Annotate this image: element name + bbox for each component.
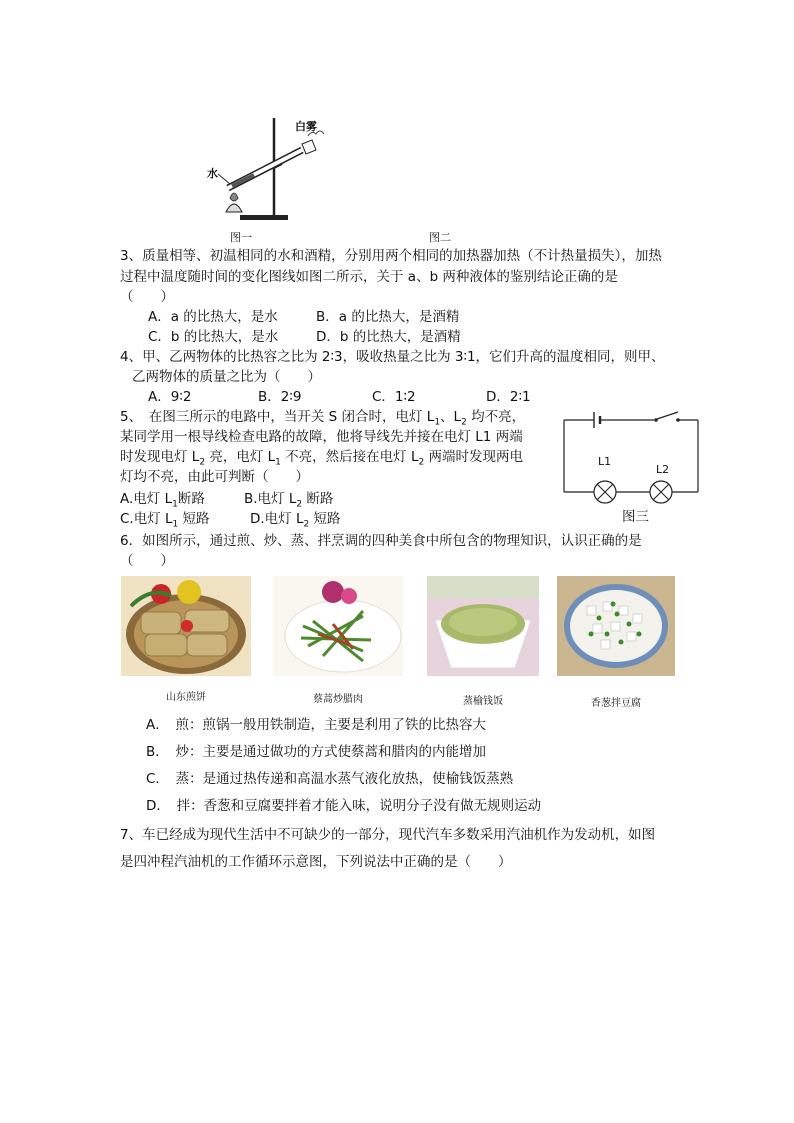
q5-line-3-text-b: 亮，电灯 L (205, 449, 276, 465)
q3-line-2: 过程中温度随时间的变化图线如图二所示，关于 a、b 两种液体的鉴别结论正确的是 (120, 269, 618, 285)
label-water: 水 (207, 167, 218, 180)
q3-option-a: A．a 的比热大，是水 (148, 309, 278, 325)
circuit-label-l1: L1 (598, 455, 612, 468)
caption-tofu: 香葱拌豆腐 (591, 698, 641, 709)
caption-steamed-rice: 蒸榆钱饭 (463, 696, 503, 707)
q5-line-3-text-c: 不亮，然后接在电灯 L (280, 449, 419, 465)
q6-option-a: A． 煎：煎锅一般用铁制造，主要是利用了铁的比热容大 (146, 717, 486, 733)
q3-option-c: C．b 的比热大，是水 (148, 329, 279, 345)
q5-line-3 (120, 446, 523, 468)
q4-option-d: D．2∶1 (486, 389, 531, 405)
steamed-rice-drawing (427, 576, 539, 676)
q4-line-2: 乙两物体的质量之比为（ ） (132, 369, 321, 385)
q5-option-c (120, 508, 210, 530)
figure-two-label: 图二 (429, 231, 451, 244)
q4-option-b: B．2∶9 (258, 389, 302, 405)
q4-line-1: 4、甲、乙两物体的比热容之比为 2∶3，吸收热量之比为 3∶1，它们升高的温度相同，则甲、 (120, 349, 665, 365)
q6-option-d: D． 拌：香葱和豆腐要拌着才能入味，说明分子没有做无规则运动 (146, 798, 542, 814)
q3-line-3: （ ） (120, 289, 174, 305)
photo-stir-fry (273, 576, 403, 676)
q3-line-1: 3、质量相等、初温相同的水和酒精，分别用两个相同的加热器加热（不计热量损失），加热 (120, 248, 662, 264)
q5-line-1-text-a: 5、 在图三所示的电路中，当开关 S 闭合时，电灯 L (120, 409, 435, 425)
figure-one-label: 图一 (230, 231, 252, 244)
tofu-drawing (557, 576, 675, 676)
stir-fry-drawing (273, 576, 403, 676)
q5-sub: 2 (199, 457, 206, 468)
q5-option-b-text: B.电灯 L (244, 491, 297, 507)
q5-option-a-text: A.电灯 L (120, 491, 173, 507)
q6-line-1: 6．如图所示，通过煎、炒、蒸、拌烹调的四种美食中所包含的物理知识，认识正确的是 (120, 533, 642, 549)
q3-option-d: D．b 的比热大，是酒精 (316, 329, 461, 345)
q5-option-d-text: D.电灯 L (250, 511, 304, 527)
q5-line-1-text-b: 、L (440, 409, 462, 425)
caption-stir-fry: 蔡蒿炒腊肉 (313, 694, 363, 705)
q5-sub: 2 (418, 457, 425, 468)
q5-line-1 (120, 406, 525, 428)
q5-sub: 2 (296, 499, 303, 510)
q5-option-c-suffix: 短路 (178, 511, 210, 527)
q6-line-2: （ ） (120, 553, 174, 569)
q5-sub: 1 (172, 499, 178, 510)
caption-pancake: 山东煎饼 (166, 692, 206, 703)
q5-sub: 1 (172, 519, 179, 530)
q4-option-a: A．9∶2 (148, 389, 192, 405)
q5-option-d-suffix: 短路 (309, 511, 341, 527)
q5-line-1-text-c: 均不亮， (466, 409, 526, 425)
label-white-mist: 白雾 (295, 120, 317, 133)
photo-tofu (557, 576, 675, 676)
q5-sub: 1 (275, 457, 281, 468)
q5-sub: 1 (434, 417, 441, 428)
q5-option-a-suffix: 断路 (177, 491, 205, 507)
figure-three-label: 图三 (622, 509, 649, 525)
q5-line-4: 灯均不亮，由此可判断（ ） (120, 469, 309, 485)
photo-steamed-rice (427, 576, 539, 676)
q6-option-c: C． 蒸：是通过热传递和高温水蒸气液化放热，使榆钱饭蒸熟 (146, 771, 514, 787)
q6-option-b: B． 炒：主要是通过做功的方式使蔡蒿和腊肉的内能增加 (146, 744, 487, 760)
q5-line-3-text-d: 两端时发现两电 (424, 449, 524, 465)
q5-option-d (250, 508, 341, 530)
q7-line-2: 是四冲程汽油机的工作循环示意图，下列说法中正确的是（ ） (120, 854, 512, 870)
q5-option-b-suffix: 断路 (302, 491, 334, 507)
q5-sub: 2 (303, 519, 310, 530)
q5-line-2: 某同学用一根导线检查电路的故障，他将导线先并接在电灯 L1 两端 (120, 429, 523, 445)
pancake-drawing (121, 576, 251, 676)
q5-line-3-text-a: 时发现电灯 L (120, 449, 200, 465)
q5-option-c-text: C.电灯 L (120, 511, 173, 527)
q5-option-b (244, 488, 333, 510)
q7-line-1: 7、车已经成为现代生活中不可缺少的一部分，现代汽车多数采用汽油机作为发动机，如图 (120, 827, 656, 843)
circuit-label-l2: L2 (656, 463, 670, 476)
figure-three-circuit (560, 410, 704, 510)
photo-pancake (121, 576, 251, 676)
q5-sub: 2 (461, 417, 467, 428)
q5-option-a (120, 488, 205, 510)
circuit-drawing (560, 410, 704, 510)
q4-option-c: C．1∶2 (372, 389, 416, 405)
q3-option-b: B．a 的比热大，是酒精 (316, 309, 460, 325)
